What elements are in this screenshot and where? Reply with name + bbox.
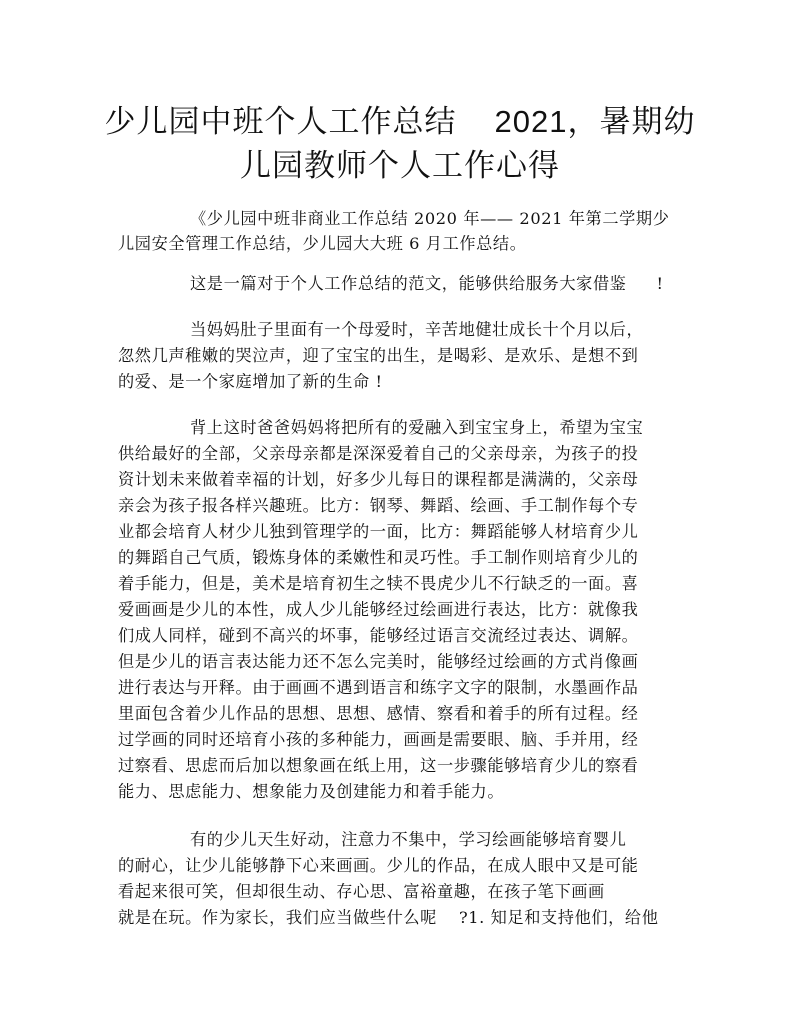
para2-line: 过察看、思虑而后加以想象画在纸上用，这一步骤能够培育少儿的察看 xyxy=(118,756,639,775)
para2-line: 业都会培育人材少儿独到管理学的一面，比方：舞蹈能够人材培育少儿 xyxy=(118,522,639,541)
para2-line: 们成人同样，碰到不高兴的坏事，能够经过语言交流经过表达、调解。 xyxy=(118,626,639,645)
note-line xyxy=(190,272,664,296)
document-title-line-2: 儿园教师个人工作心得 xyxy=(240,148,560,184)
note-mark: ! xyxy=(656,274,664,293)
para1-line: 忽然几声稚嫩的哭泣声，迎了宝宝的出生，是喝彩、是欢乐、是想不到 xyxy=(118,346,639,365)
para1-line: 当妈妈肚子里面有一个母爱时，辛苦地健壮成长十个月以后， xyxy=(190,320,644,339)
title-text: 少儿园中班个人工作总结 xyxy=(104,104,457,140)
para3-last-text: 就是在玩。作为家长，我们应当做些什么呢 xyxy=(118,908,437,927)
para2-line: 爱画画是少儿的本性，成人少儿能够经过绘画进行表达，比方：就像我 xyxy=(118,600,639,619)
intro-line-2: 儿园安全管理工作总结，少儿园大大班 6 月工作总结。 xyxy=(118,234,527,253)
para2-line: 供给最好的全部，父亲母亲都是深深爱着自己的父亲母亲，为孩子的投 xyxy=(118,444,639,463)
para3-line xyxy=(118,906,658,930)
intro-line-1: 《少儿园中班非商业工作总结 2020 年—— 2021 年第二学期少 xyxy=(190,209,670,228)
document-title-line-1 xyxy=(100,102,700,142)
para2-line: 但是少儿的语言表达能力还不怎么完美时，能够经过绘画的方式肖像画 xyxy=(118,652,639,671)
para3-line: 看起来很可笑，但却很生动、存心思、富裕童趣，在孩子笔下画画 xyxy=(118,882,605,901)
para2-line: 进行表达与开释。由于画画不遇到语言和练字文字的限制，水墨画作品 xyxy=(118,678,639,697)
para2-line: 能力、思虑能力、想象能力及创建能力和着手能力。 xyxy=(118,782,505,801)
para2-line: 亲会为孩子报各样兴趣班。比方：钢琴、舞蹈、绘画、手工制作每个专 xyxy=(118,496,639,515)
para2-line: 着手能力，但是，美术是培育初生之犊不畏虎少儿不行缺乏的一面。喜 xyxy=(118,574,639,593)
para2-line: 背上这时爸爸妈妈将把所有的爱融入到宝宝身上，希望为宝宝 xyxy=(190,418,644,437)
para3-line: 的耐心，让少儿能够静下心来画画。少儿的作品，在成人眼中又是可能 xyxy=(118,856,639,875)
para2-line: 资计划未来做着幸福的计划，好多少儿每日的课程都是满满的，父亲母 xyxy=(118,470,639,489)
para2-line: 的舞蹈自己气质，锻炼身体的柔嫩性和灵巧性。手工制作则培育少儿的 xyxy=(118,548,639,567)
para2-line: 过学画的同时还培育小孩的多种能力，画画是需要眼、脑、手并用，经 xyxy=(118,730,639,749)
para2-line: 里面包含着少儿作品的思想、思想、感情、察看和着手的所有过程。经 xyxy=(118,704,639,723)
title-year: 2021，暑期幼 xyxy=(494,104,696,139)
para3-line: 有的少儿天生好动，注意力不集中，学习绘画能够培育婴儿 xyxy=(190,830,627,849)
note-text: 这是一篇对于个人工作总结的范文，能够供给服务大家借鉴 xyxy=(190,274,627,293)
para3-last-list: ?1. 知足和支持他们，给他 xyxy=(458,908,659,927)
para1-line: 的爱、是一个家庭增加了新的生命 ! xyxy=(118,372,383,391)
